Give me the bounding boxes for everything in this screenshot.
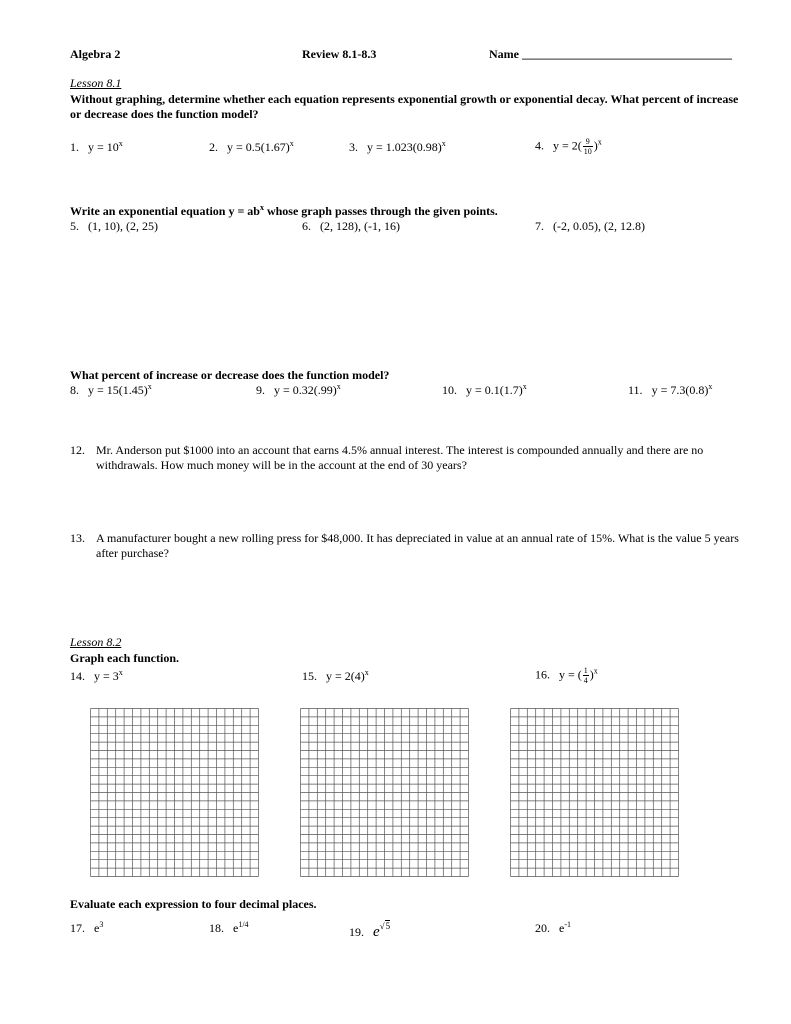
problem-11: 11. $y = 7.3(0.8)^x$ [628,382,713,397]
problem-12-number: 12. [70,443,85,457]
problem-3: 3. $y = 1.023(0.98)^x$ [349,139,446,154]
name-label: Name [489,47,519,61]
problem-10: 10. $y = 0.1(1.7)^x$ [442,382,527,397]
graph-grid-14 [90,708,258,876]
graph-grid-16 [510,708,678,876]
write-equation-instructions: Write an exponential equation $y = ab^x$ whose graph passes through the given points. [70,203,498,218]
problem-19: 19. e√5 [349,921,391,940]
name-field [489,47,732,62]
problem-5: 5. (1, 10), (2, 25) [70,219,158,233]
lesson-8-1-instructions: Without graphing, determine whether each equation represents exponential growth or exponential decay. What percent of increase or decrease does the function model? [70,92,739,121]
graph-paper-lines [90,708,259,877]
course-title: Algebra 2 [70,47,121,61]
review-title: Review 8.1-8.3 [302,47,377,61]
problem-16: 16. y = ( $\frac{1}{4}$ )$^x$ [535,666,598,685]
problem-2: 2. $y = 0.5(1.67)^x$ [209,139,294,154]
name-blank: ___________________________________ [522,47,732,61]
problem-13-text: A manufacturer bought a new rolling press for $48,000. It has depreciated in value at an annual rate of 15%. What is the value 5 years after purchase? [96,531,739,560]
lesson-8-2-title: Lesson 8.2 [70,635,122,649]
fraction: $\frac{9}{10}$ [583,137,592,156]
problem-18: 18. $e^{1/4}$ [209,920,249,935]
problem-17: 17. $e^3$ [70,920,104,935]
evaluate-instructions: Evaluate each expression to four decimal places. [70,897,317,911]
square-root: √5 [379,921,391,931]
problem-8: 8. $y = 15(1.45)^x$ [70,382,152,397]
fraction: $\frac{1}{4}$ [583,666,588,685]
graph-paper-lines [300,708,469,877]
problem-1: 1. $y = 10^x$ [70,139,123,154]
problem-12-text: Mr. Anderson put $1000 into an account that earns 4.5% annual interest. The interest is compounded annually and there are no withdrawals. How much money will be in the account at the end of 30 years? [96,443,704,472]
problem-14: 14. $y = 3^x$ [70,668,123,683]
problem-9: 9. $y = 0.32(.99)^x$ [256,382,341,397]
graph-paper-lines [510,708,679,877]
graph-grid-15 [300,708,468,876]
problem-7: 7. (-2, 0.05), (2, 12.8) [535,219,645,233]
lesson-8-2-instructions: Graph each function. [70,651,180,665]
problem-4: 4. y = 2( $\frac{9}{10}$ )$^x$ [535,137,602,156]
percent-instructions: What percent of increase or decrease does the function model? [70,368,390,382]
problem-20: 20. $e^{-1}$ [535,920,571,935]
problem-13-number: 13. [70,531,85,545]
problem-6: 6. (2, 128), (-1, 16) [302,219,400,233]
lesson-8-1-title: Lesson 8.1 [70,76,122,90]
problem-15: 15. $y = 2(4)^x$ [302,668,369,683]
